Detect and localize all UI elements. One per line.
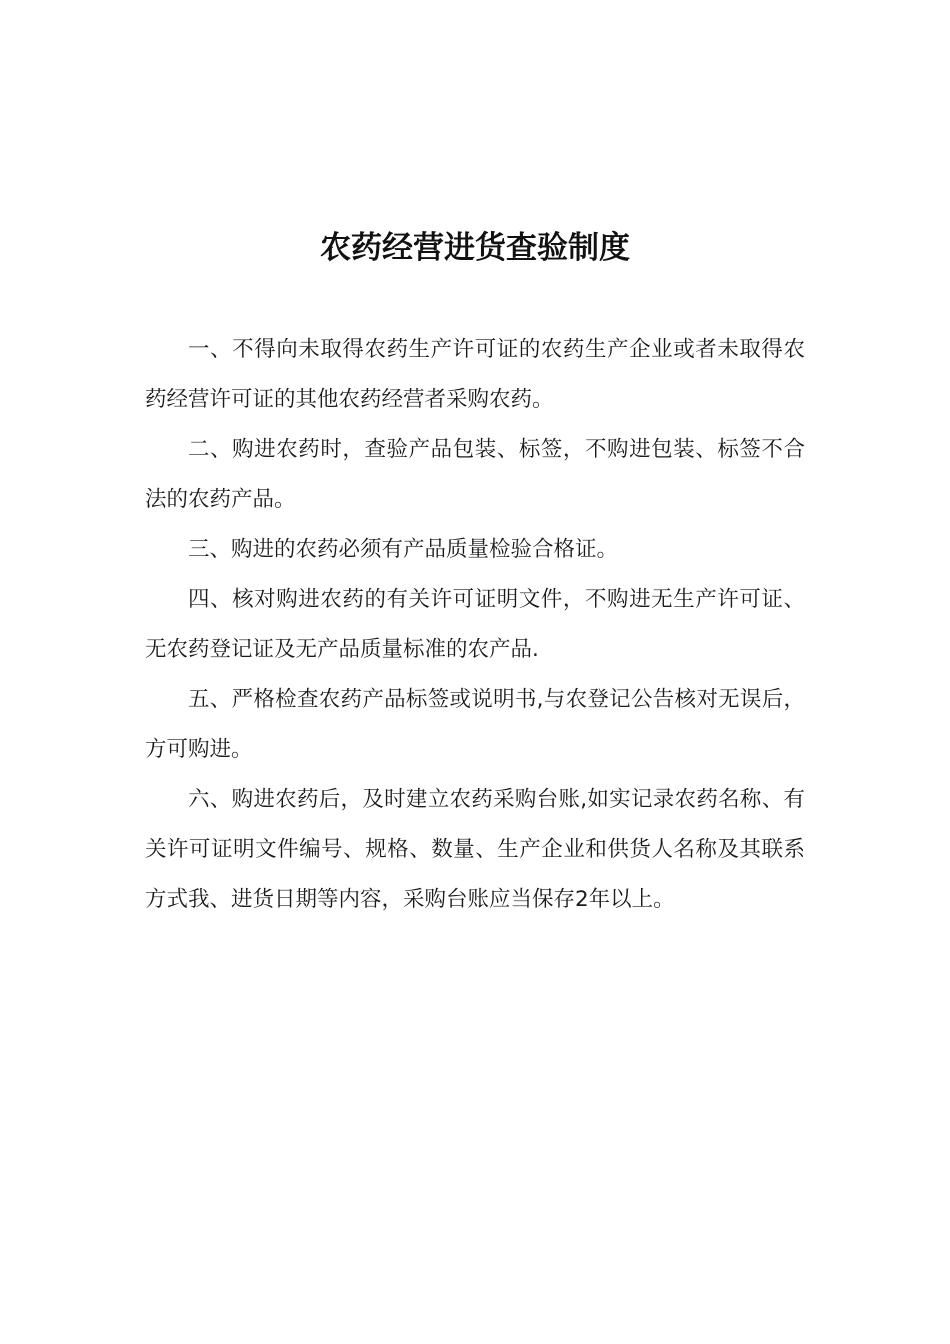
document-title: 农药经营进货查验制度: [320, 230, 630, 266]
paragraph-2: 二、购进农药时，查验产品包装、标签，不购进包装、标签不合法的农药产品。: [145, 437, 805, 512]
paragraph-1: 一、不得向未取得农药生产许可证的农药生产企业或者未取得农药经营许可证的其他农药经营者采购农药。: [145, 337, 805, 412]
paragraph-4: 四、核对购进农药的有关许可证明文件，不购进无生产许可证、无农药登记证及无产品质量标准的农产品.: [145, 587, 805, 662]
document-body: [145, 325, 805, 925]
paragraph-5: 五、严格检查农药产品标签或说明书,与农登记公告核对无误后，方可购进。: [145, 687, 805, 762]
paragraph-6: 六、购进农药后，及时建立农药采购台账,如实记录农药名称、有关许可证明文件编号、规格、数量、生产企业和供货人名称及其联系方式我、进货日期等内容，采购台账应当保存2年以上。: [145, 787, 805, 912]
paragraph-3: 三、购进的农药必须有产品质量检验合格证。: [188, 537, 619, 562]
